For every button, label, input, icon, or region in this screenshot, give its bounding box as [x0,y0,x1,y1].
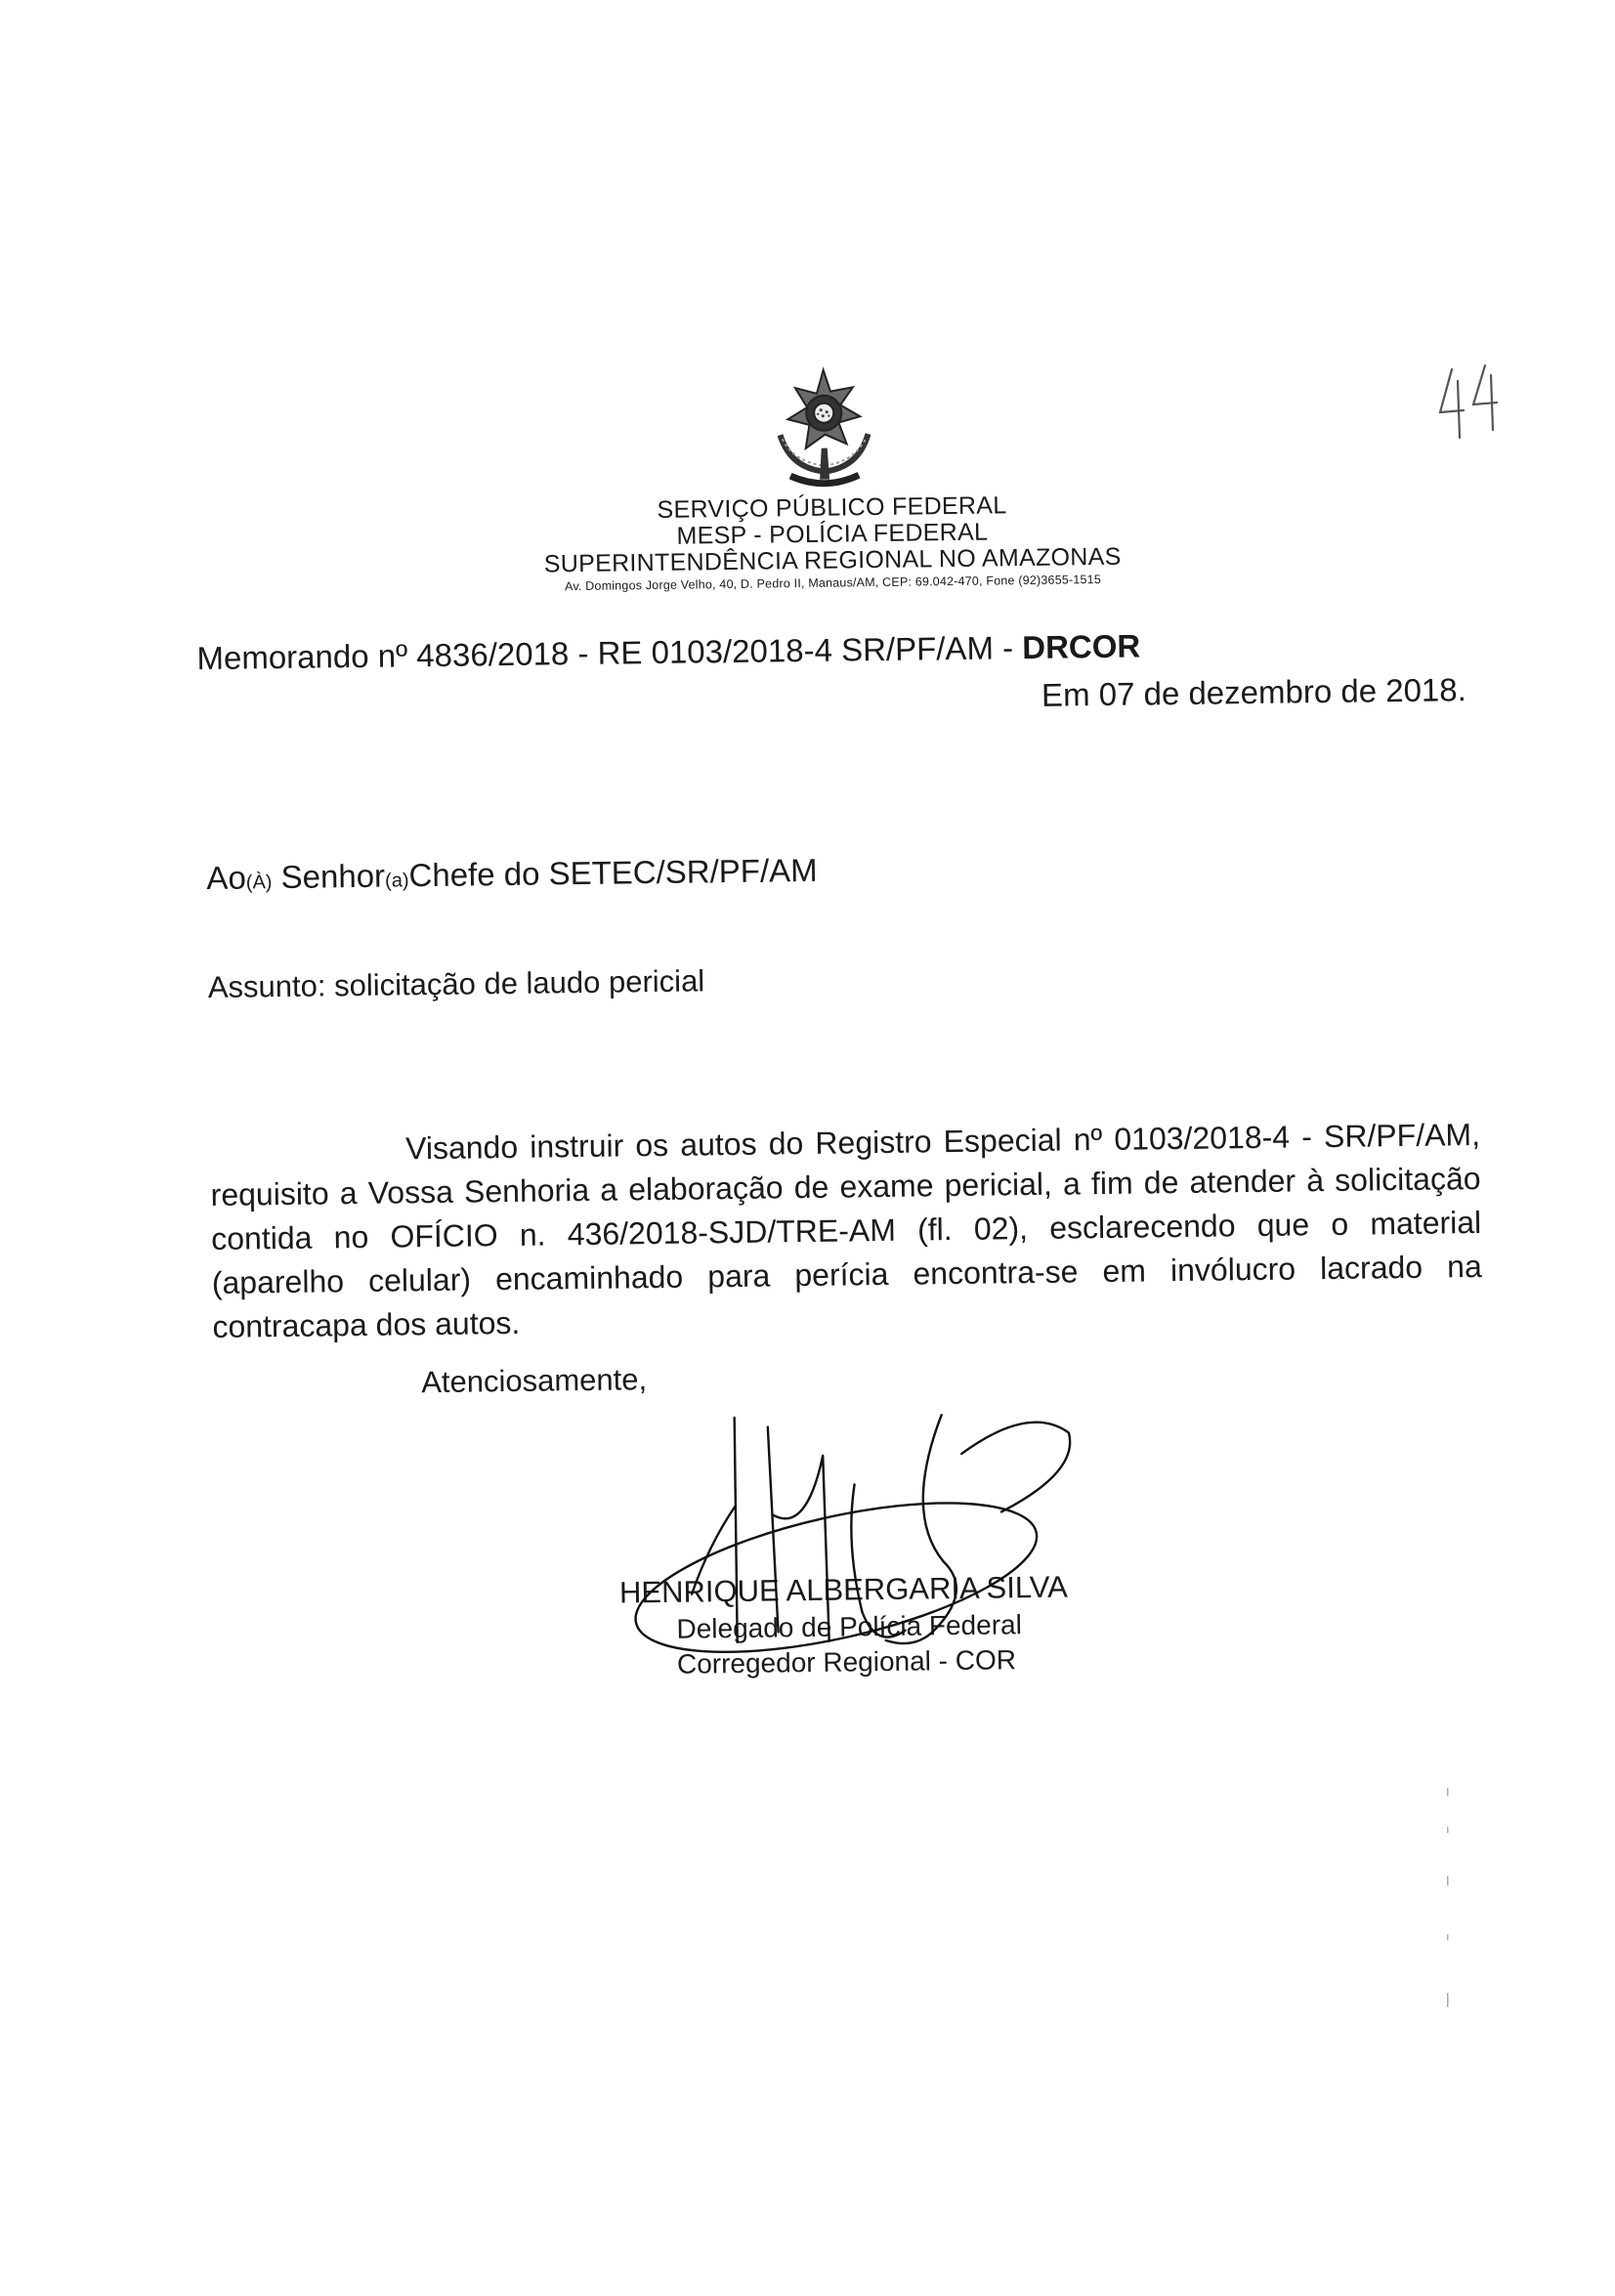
signatory-name: HENRIQUE ALBERGARIA SILVA [618,1569,1069,1610]
recipient-senhor: Senhor [272,857,386,896]
recipient-rest: Chefe do SETEC/SR/PF/AM [408,851,818,894]
memo-number [196,627,1140,677]
body-paragraph: Visando instruir os autos do Registro Especial nº 0103/2018-4 - SR/PF/AM, requisito a Vossa Senhoria a elaboração de exame pericial, a fim de atender à solicitação contida no OFÍCIO n. 436/2018-SJD/TRE-AM (fl. 02), esclarecendo que o material (aparelho celular) encaminhado para perícia encontra-se em invólucro lacrado na contracapa dos autos. [210,1116,1482,1344]
recipient-a-suffix-2: (a) [384,870,409,892]
memo-unit: DRCOR [1021,627,1141,666]
brazil-coat-of-arms-icon [760,365,889,494]
memo-prefix: Memorando nº 4836/2018 - RE 0103/2018-4 SR/PF/AM - [196,629,1023,677]
memo-date: Em 07 de dezembro de 2018. [1041,671,1467,713]
closing-salutation: Atenciosamente, [420,1362,648,1400]
letterhead-ministry: MESP - POLÍCIA FEDERAL [676,518,989,550]
recipient-a-suffix: (À) [245,872,273,894]
signatory-title: Delegado de Polícia Federal [676,1609,1023,1644]
letterhead-service: SERVIÇO PÚBLICO FEDERAL [657,491,1007,524]
letterhead-address: Av. Domingos Jorge Velho, 40, D. Pedro II, Manaus/AM, CEP: 69.042-470, Fone (92)3655-1515 [564,573,1102,594]
letterhead-superintendency: SUPERINTENDÊNCIA REGIONAL NO AMAZONAS [543,542,1122,578]
recipient-line [206,852,818,897]
scan-artifact-marks [1444,1788,1452,2022]
letterhead [402,489,1262,598]
subject-line: Assunto: solicitação de laudo pericial [207,963,705,1005]
recipient-ao: Ao [206,859,247,897]
handwritten-signature [609,1393,1101,1693]
signatory-role: Corregedor Regional - COR [676,1644,1017,1679]
